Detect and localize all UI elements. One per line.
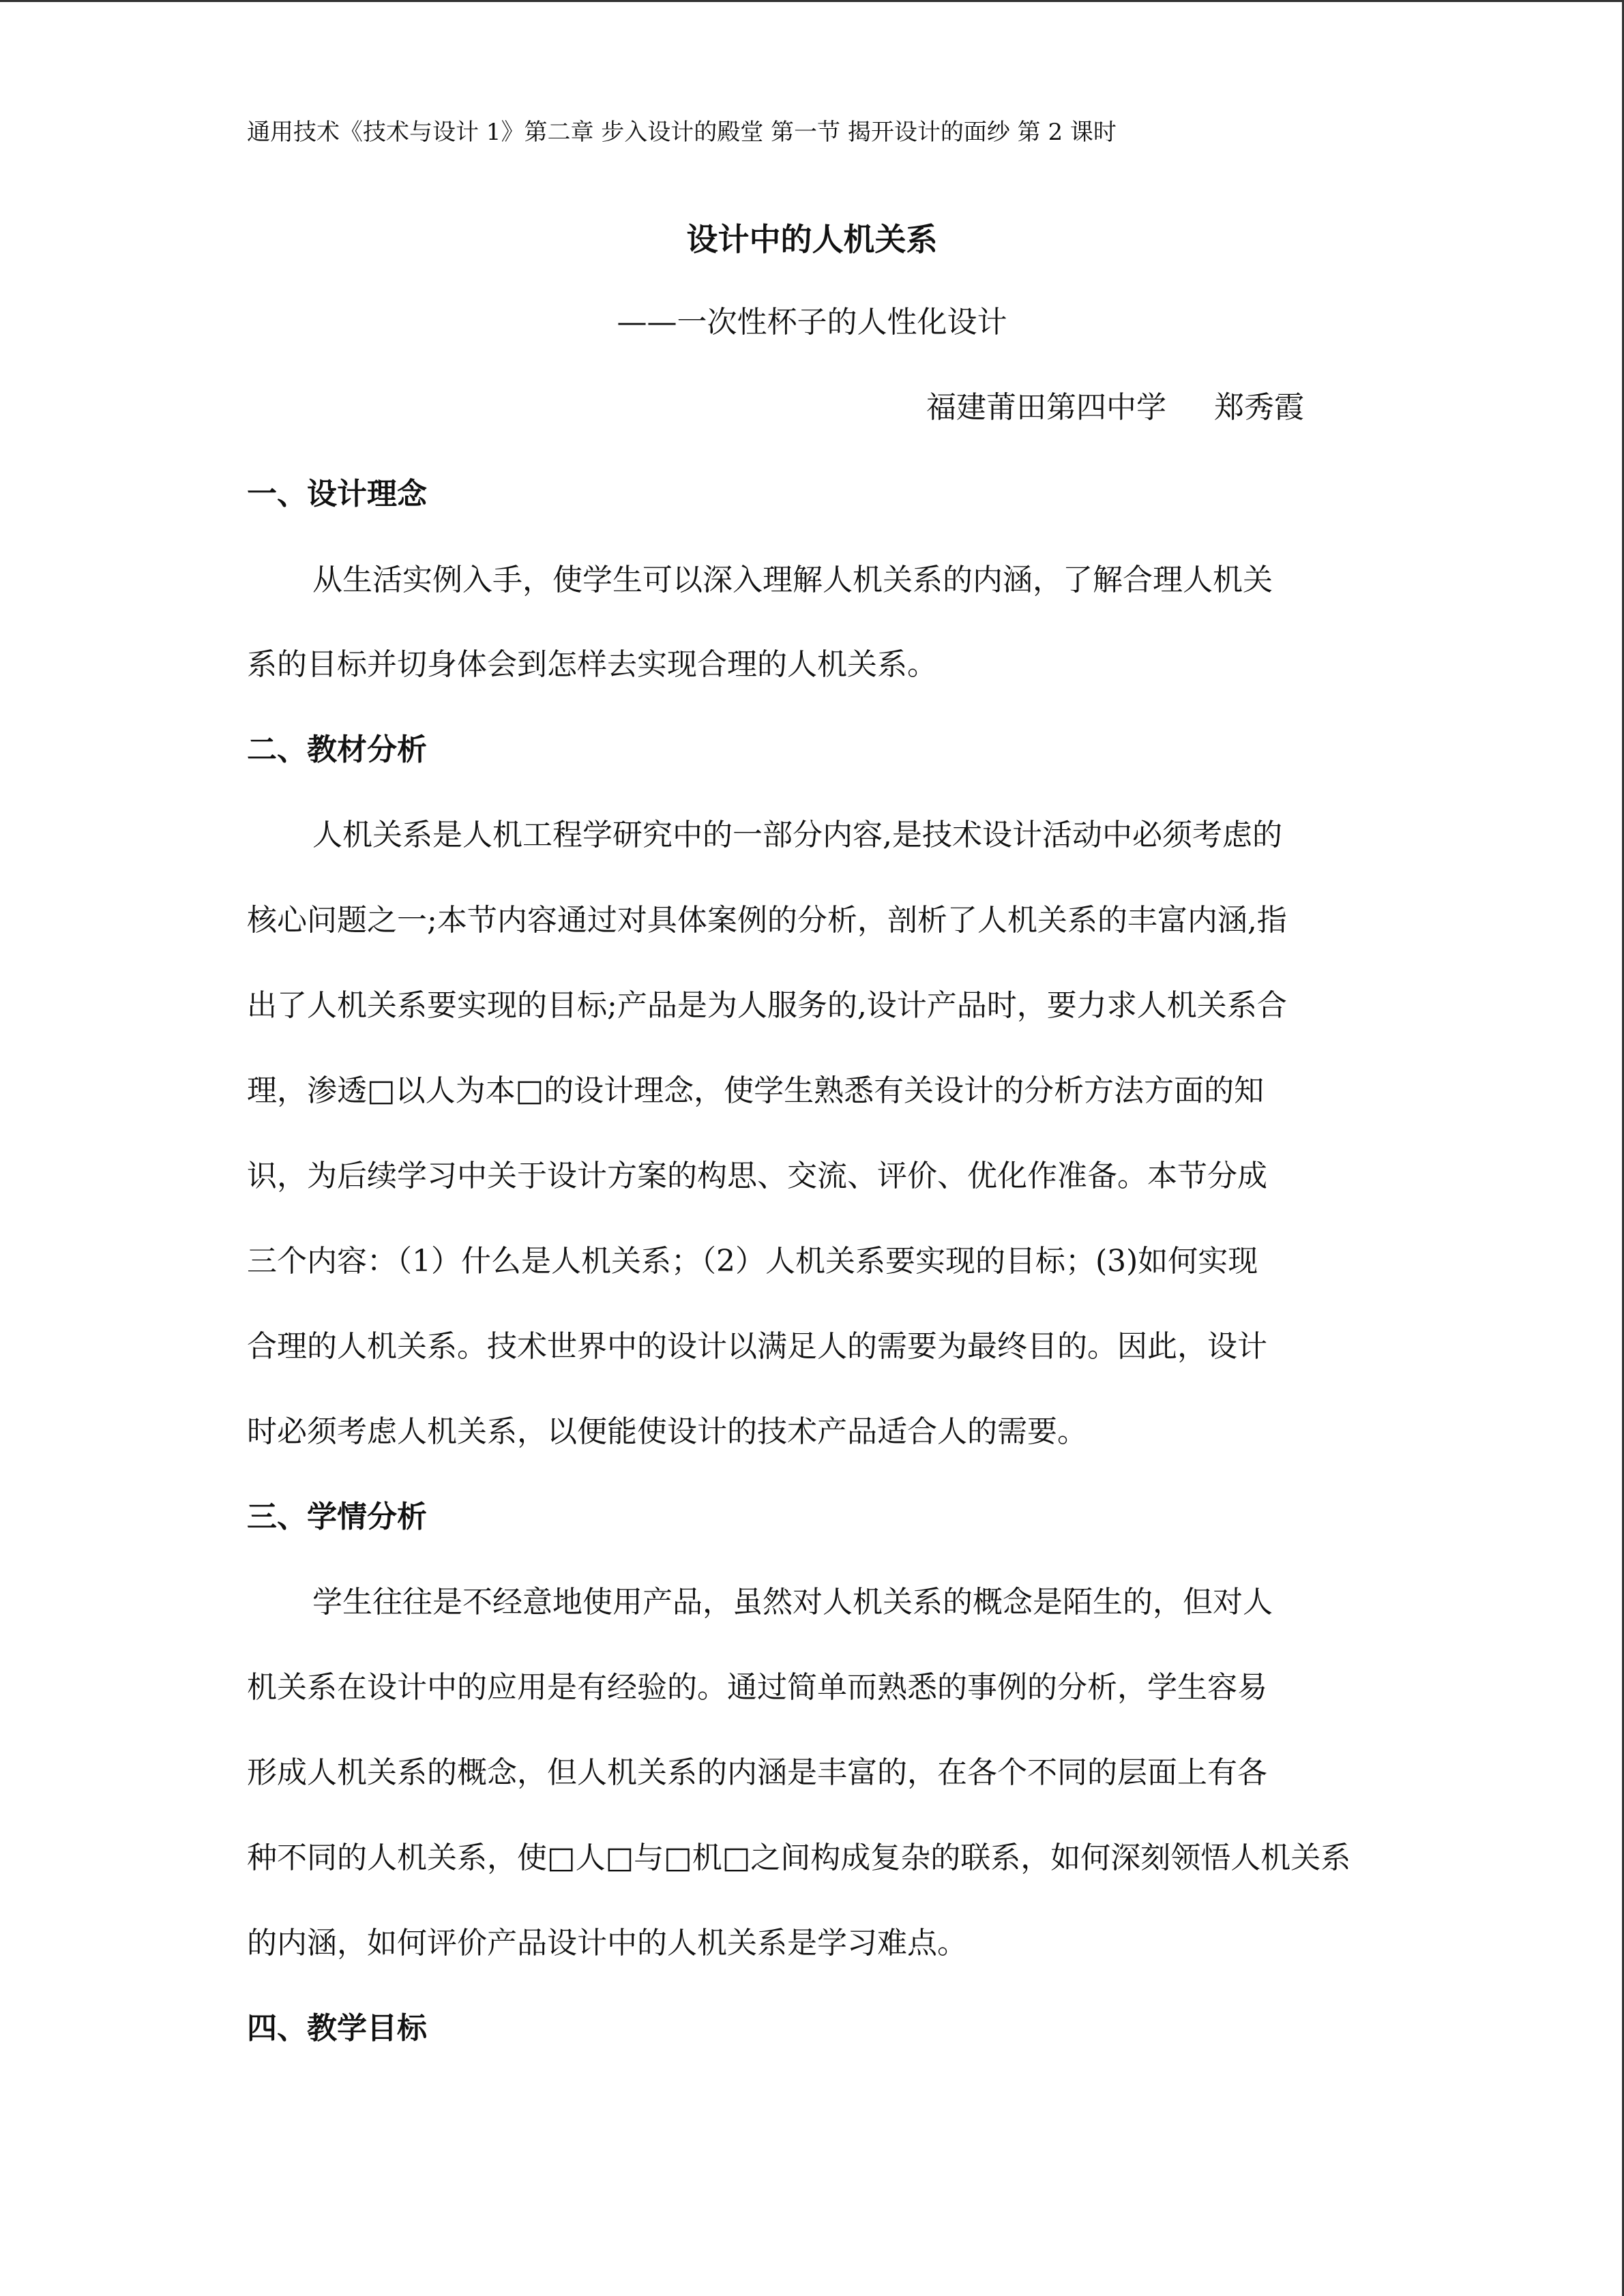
paragraph-line: 学生往往是不经意地使用产品，虽然对人机关系的概念是陌生的，但对人 [312,1585,1273,1620]
paragraph-line: 形成人机关系的概念，但人机关系的内涵是丰富的，在各个不同的层面上有各 [247,1755,1267,1790]
paragraph-line: 理，渗透□以人为本□的设计理念，使学生熟悉有关设计的分析方法方面的知 [247,1073,1265,1108]
paragraph-line: 识，为后续学习中关于设计方案的构思、交流、评价、优化作准备。本节分成 [247,1159,1267,1193]
author-school: 福建莆田第四中学 [926,390,1166,425]
document-title: 设计中的人机关系 [686,221,938,258]
running-header: 通用技术《技术与设计 1》第二章 步入设计的殿堂 第一节 揭开设计的面纱 第 2 课时 [247,119,1117,146]
paragraph-line: 种不同的人机关系，使□人□与□机□之间构成复杂的联系，如何深刻领悟人机关系 [247,1840,1351,1875]
paragraph-line: 人机关系是人机工程学研究中的一部分内容,是技术设计活动中必须考虑的 [312,818,1282,852]
top-border [0,0,1624,2]
paragraph-line: 从生活实例入手，使学生可以深入理解人机关系的内涵，了解合理人机关 [312,563,1273,597]
paragraph-line: 的内涵，如何评价产品设计中的人机关系是学习难点。 [247,1926,967,1960]
section-heading-textbook-analysis: 二、教材分析 [247,732,427,767]
section-heading-learner-analysis: 三、学情分析 [247,1500,427,1534]
section-heading-design-concept: 一、设计理念 [247,477,427,511]
section-heading-teaching-objectives: 四、教学目标 [247,2011,427,2046]
paragraph-line: 合理的人机关系。技术世界中的设计以满足人的需要为最终目的。因此，设计 [247,1329,1267,1364]
author-name: 郑秀霞 [1214,390,1304,425]
author-line [926,385,1304,430]
paragraph-line: 核心问题之一;本节内容通过对具体案例的分析，剖析了人机关系的丰富内涵,指 [247,903,1287,938]
paragraph-line: 三个内容：（1）什么是人机关系；（2）人机关系要实现的目标；(3)如何实现 [247,1244,1258,1279]
paragraph-line: 出了人机关系要实现的目标;产品是为人服务的,设计产品时，要力求人机关系合 [247,988,1287,1023]
paragraph-line: 系的目标并切身体会到怎样去实现合理的人机关系。 [247,647,937,682]
paragraph-line: 机关系在设计中的应用是有经验的。通过简单而熟悉的事例的分析，学生容易 [247,1670,1267,1705]
paragraph-line: 时必须考虑人机关系，以便能使设计的技术产品适合人的需要。 [247,1414,1087,1449]
document-subtitle: ——一次性杯子的人性化设计 [617,305,1007,340]
